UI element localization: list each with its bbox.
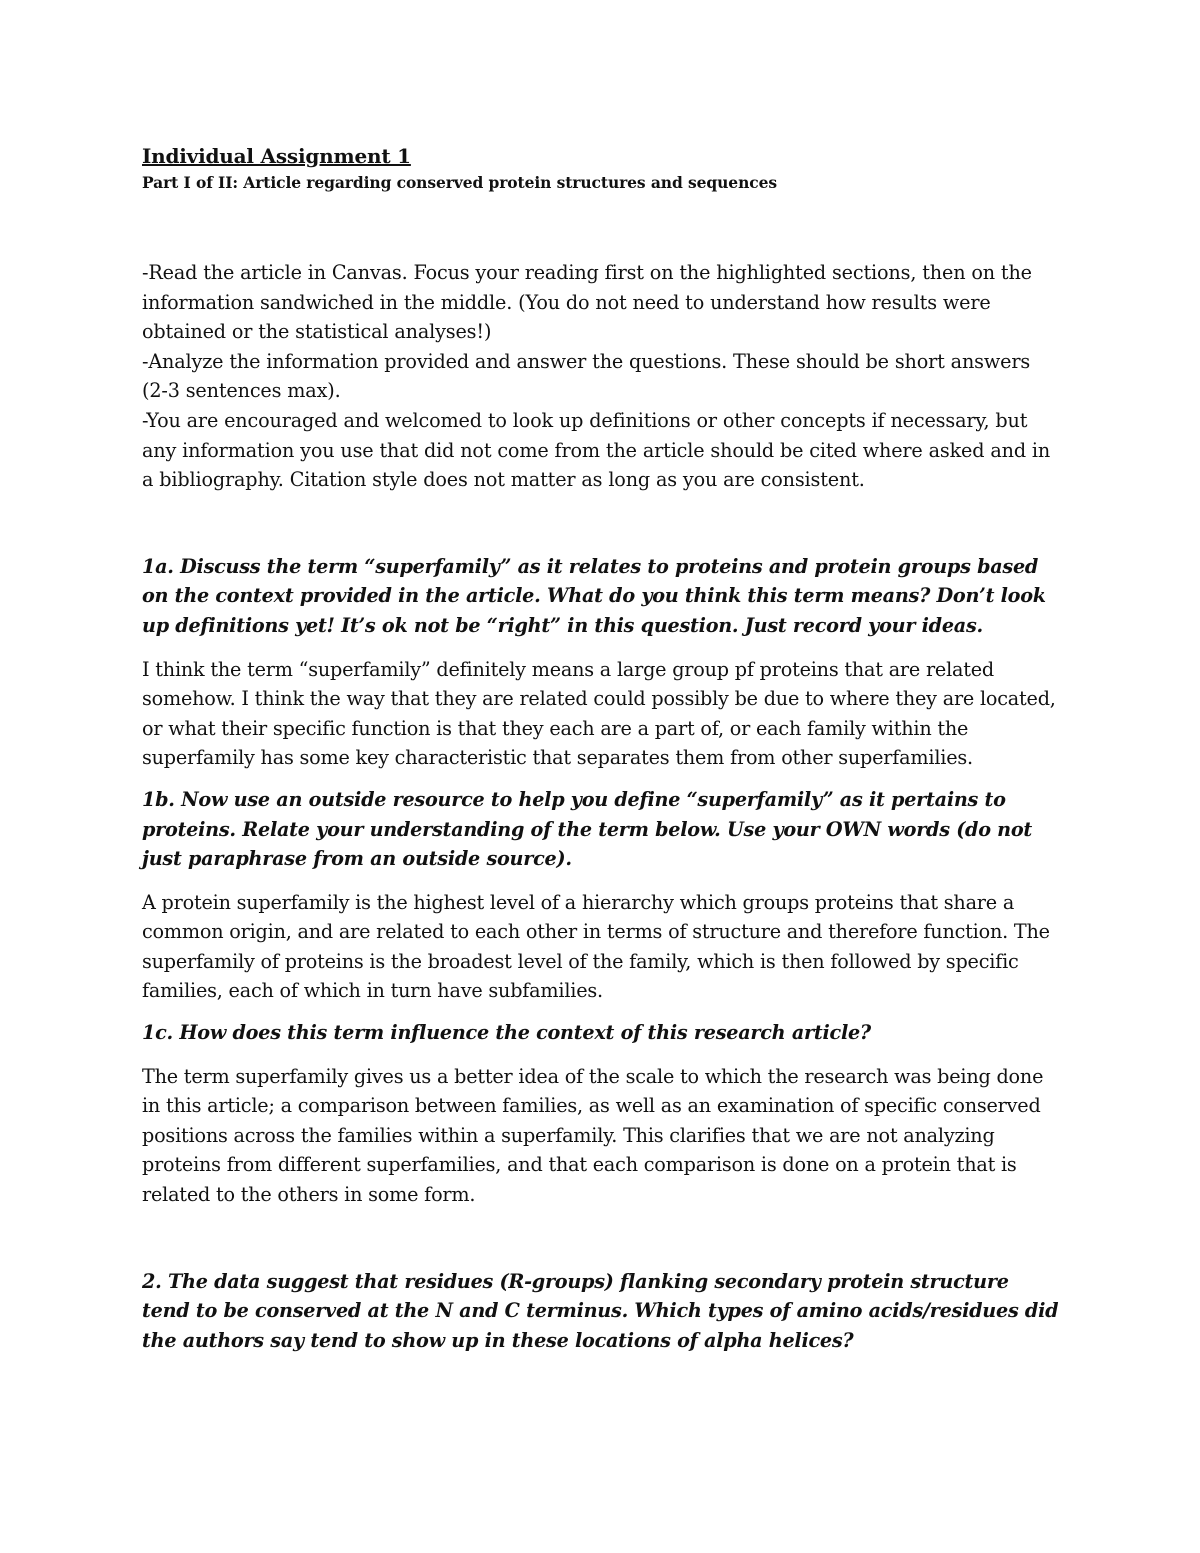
question-1a: 1a. Discuss the term “superfamily” as it relates to proteins and protein groups based on the context provided in the article. What do you think this term means? Don’t look up definitions yet! It’s ok not be “right” in this question. Just record your ideas.	[142, 554, 1046, 637]
document-title: Individual Assignment 1	[142, 144, 411, 168]
question-1b: 1b. Now use an outside resource to help you define “superfamily” as it pertains to proteins. Relate your understanding of the term below. Use your OWN words (do not just paraphrase from an outside source).	[142, 787, 1033, 871]
question-2: 2. The data suggest that residues (R-groups) flanking secondary protein structure tend to be conserved at the N and C terminus. Which types of amino acids/residues did the authors say tend to show up in these locations of alpha helices?	[142, 1269, 1059, 1352]
document-subtitle: Part I of II: Article regarding conserved protein structures and sequences	[142, 173, 777, 192]
instruction-citations: -You are encouraged and welcomed to look up definitions or other concepts if necessary, but any information you use that did not come from the article should be cited where asked and in a bibliography. Citation style does not matter as long as you are consistent.	[142, 408, 1051, 492]
document-body	[142, 142, 1060, 1355]
question-1c: 1c. How does this term influence the context of this research article?	[142, 1021, 871, 1045]
answer-1c: The term superfamily gives us a better idea of the scale to which the research was being done in this article; a comparison between families, as well as an examination of specific conserved positions across the families within a superfamily. This clarifies that we are not analyzing proteins from different superfamilies, and that each comparison is done on a protein that is related to the others in some form.	[142, 1064, 1044, 1207]
answer-1a: I think the term “superfamily” definitely means a large group pf proteins that are related somehow. I think the way that they are related could possibly be due to where they are located, or what their specific function is that they each are a part of, or each family within the superfamily has some key characteristic that separates them from other superfamilies.	[142, 657, 1056, 770]
answer-1b: A protein superfamily is the highest level of a hierarchy which groups proteins that share a common origin, and are related to each other in terms of structure and therefore function. The superfamily of proteins is the broadest level of the family, which is then followed by specific families, each of which in turn have subfamilies.	[142, 890, 1050, 1003]
instruction-analyze: -Analyze the information provided and answer the questions. These should be short answers (2-3 sentences max).	[142, 349, 1031, 403]
instruction-read-article: -Read the article in Canvas. Focus your reading first on the highlighted sections, then on the information sandwiched in the middle. (You do not need to understand how results were obtained or the statistical analyses!)	[142, 261, 1032, 344]
instructions-block	[142, 258, 1060, 495]
